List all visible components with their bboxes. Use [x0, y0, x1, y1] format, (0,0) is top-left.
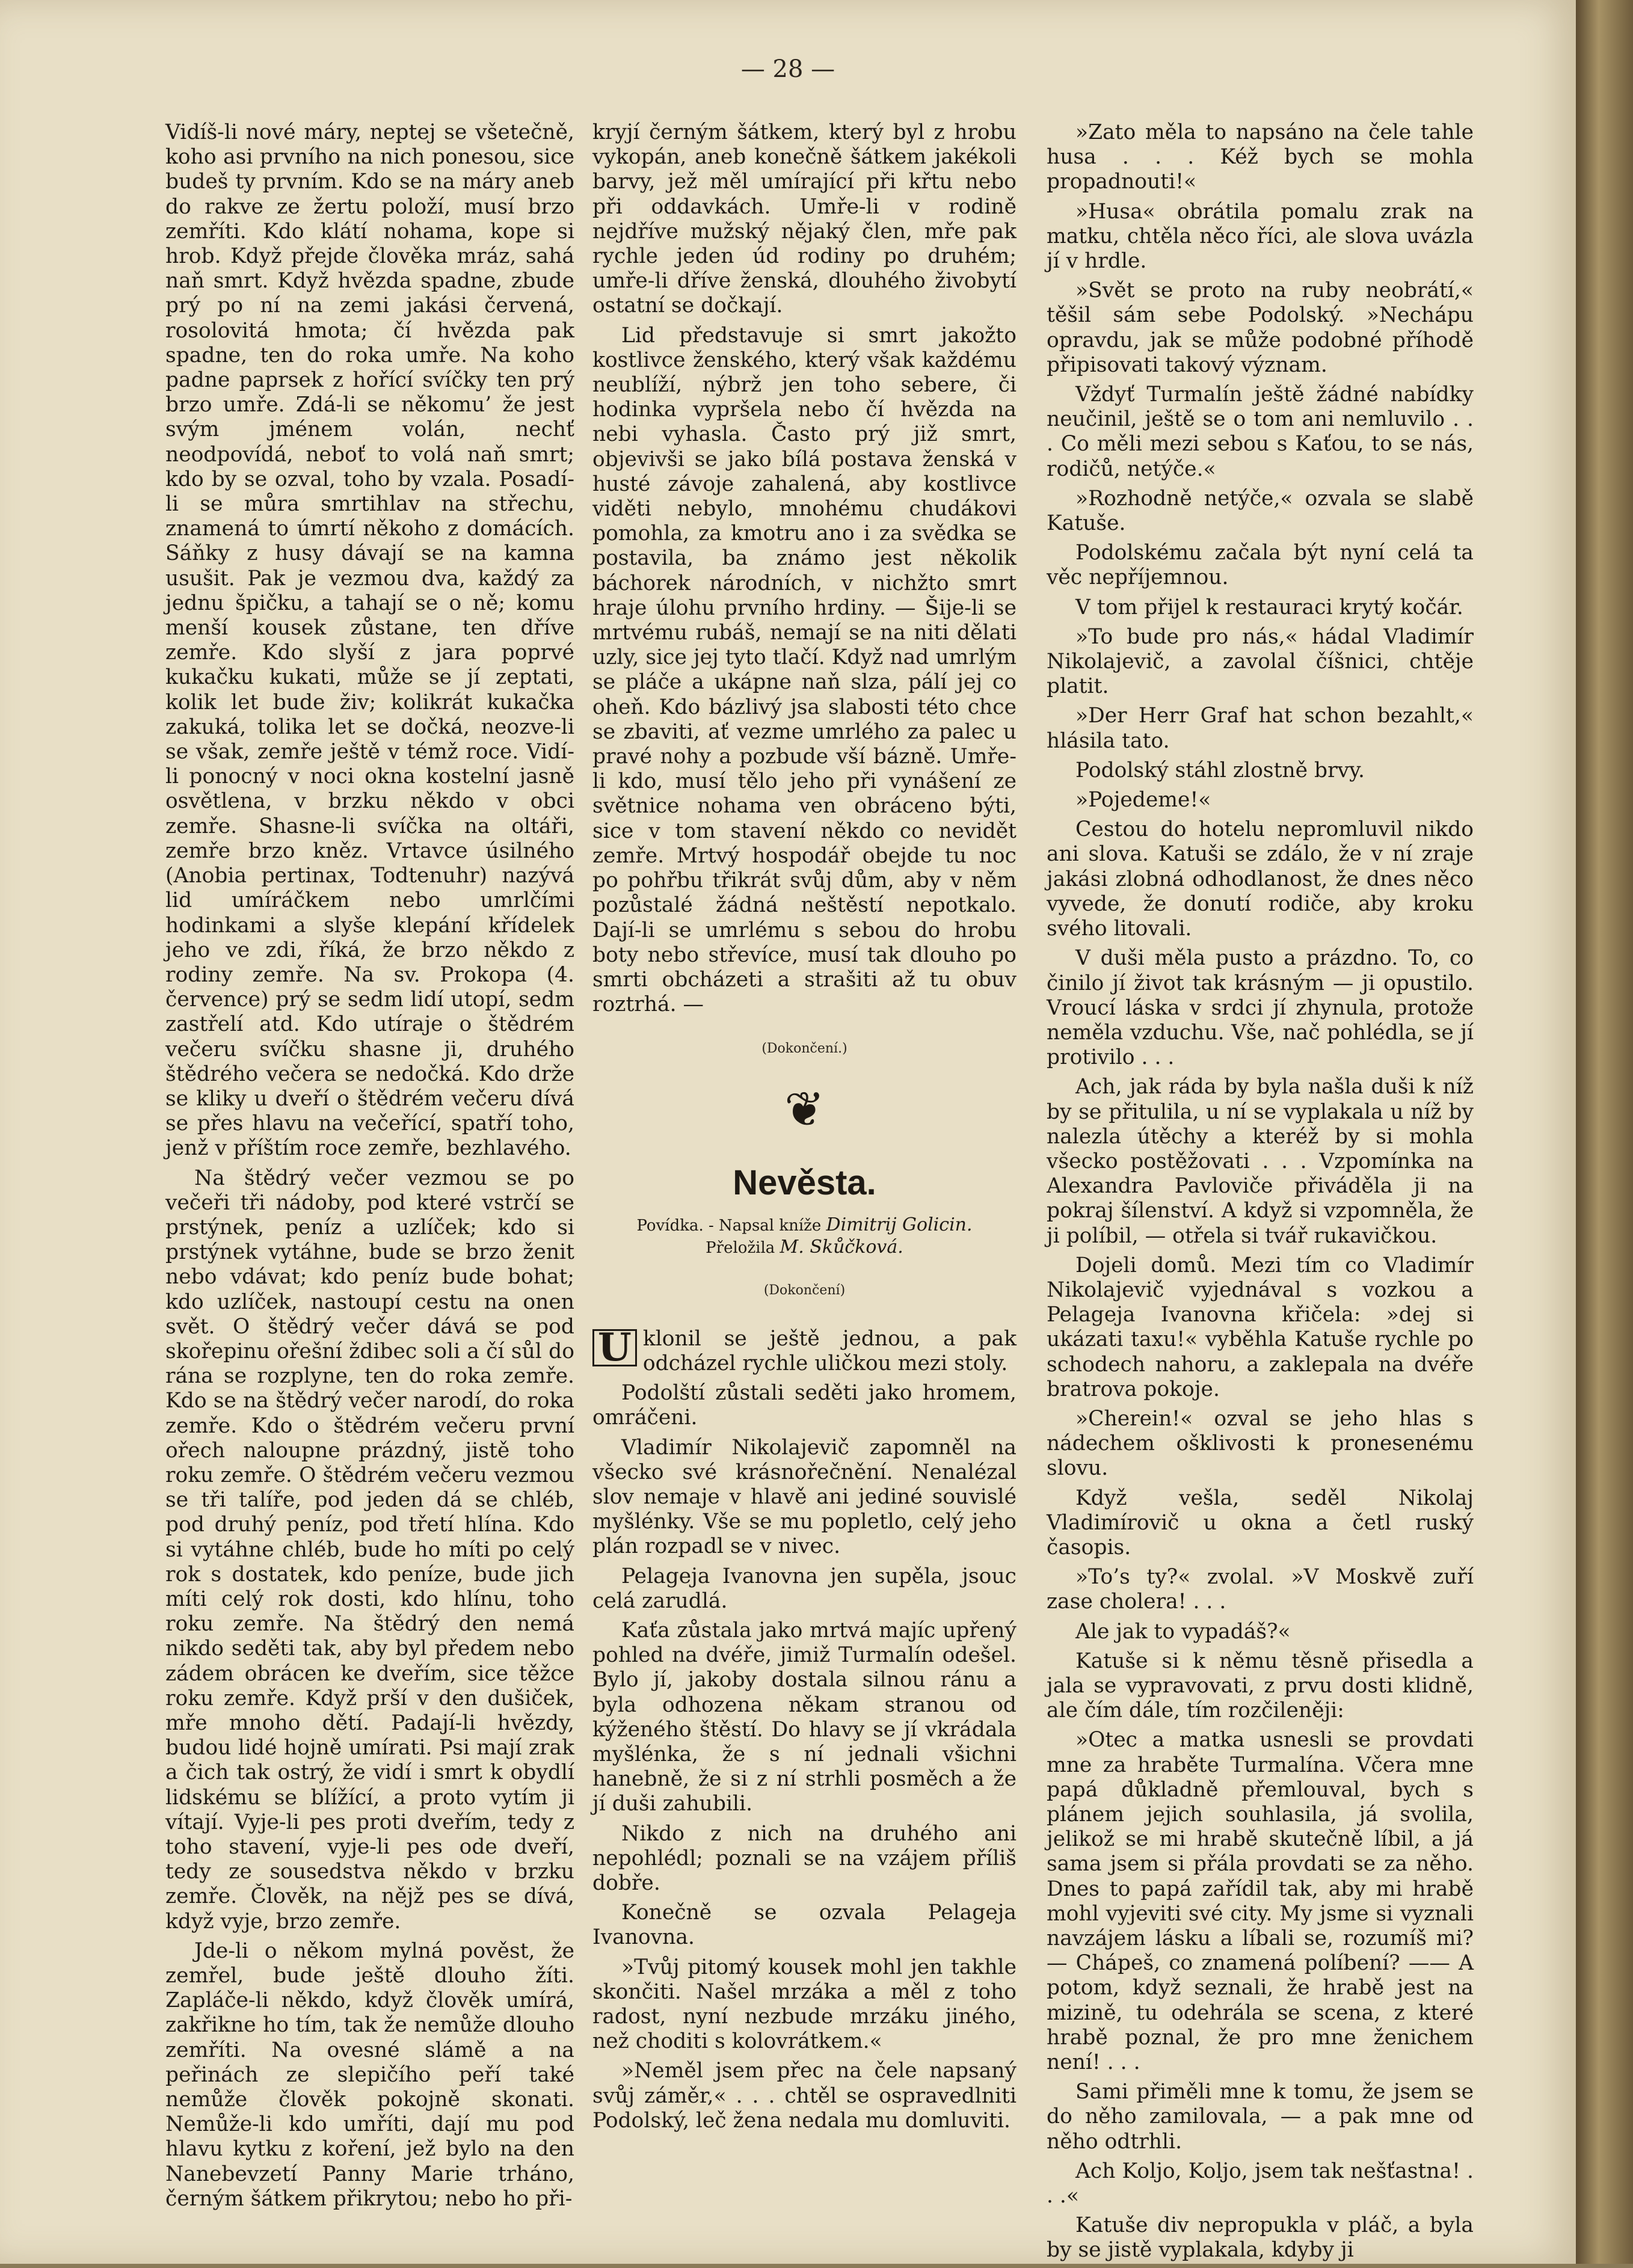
page-number: — 28 —	[740, 55, 835, 83]
paragraph: Konečně se ozvala Pelageja Ivanovna.	[592, 1901, 1016, 1950]
paragraph: »Rozhodně netýče,« ozvala se slabě Katuše.	[1047, 486, 1474, 536]
paragraph: Jde-li o někom mylná pověst, že zemřel, bude ještě dlouho žíti. Zapláče-li někdo, když člověk umírá, zakřikne ho tím, tak že nemůže dlouho zemříti. Na ovesné slámě a na peřinách ze slepičího peří také nemůže člověk pokojně skonati. Nemůže-li kdo umříti, dají mu pod hlavu kytku z koření, jež bylo na den Nanebevzetí Panny Marie trháno, černým šátkem přikrytou; nebo ho při-	[165, 1938, 574, 2211]
story-opening-paragraph	[592, 1324, 1016, 1376]
translator-prefix: Přeložila	[706, 1238, 775, 1257]
byline	[592, 1214, 1016, 1259]
paragraph: V duši měla pusto a prázdno. To, co činilo jí život tak krásným — ji opustilo. Vroucí láska v srdci jí zhynula, protože neměla vzduchu. Vše, nač pohlédla, se jí protivilo . . .	[1047, 946, 1474, 1070]
paragraph: »Neměl jsem přec na čele napsaný svůj záměr,« . . . chtěl se ospravedlniti Podolský, leč žena nedala mu domluviti.	[592, 2059, 1016, 2133]
paragraph: »To’s ty?« zvolal. »V Moskvě zuří zase cholera! . . .	[1047, 1565, 1474, 1614]
paragraph: »To bude pro nás,« hádal Vladimír Nikolajevič, a zavolal číšnici, chtěje platit.	[1047, 624, 1474, 699]
paragraph: »Tvůj pitomý kousek mohl jen takhle skončiti. Našel mrzáka a měl z toho radost, nyní nezbude mrzáku jiného, než choditi s kolovrátkem.«	[592, 1955, 1016, 2054]
continued-note: (Dokončení)	[763, 1282, 846, 1298]
paragraph: V tom přijel k restauraci krytý kočár.	[1075, 595, 1463, 619]
translator-name: M. Skůčková.	[780, 1236, 903, 1258]
paragraph: »Zato měla to napsáno na čele tahle husa . . . Kéž bych se mohla propadnouti!«	[1047, 120, 1474, 194]
paragraph: »Cherein!« ozval se jeho hlas s nádechem ošklivosti k pronesenému slovu.	[1047, 1406, 1474, 1481]
paragraph: »Husa« obrátila pomalu zrak na matku, chtěla něco říci, ale slova uvázla jí v hrdle.	[1047, 199, 1474, 274]
paragraph: Nikdo z nich na druhého ani nepohlédl; poznali se na vzájem příliš dobře.	[592, 1821, 1016, 1895]
paragraph: Cestou do hotelu nepromluvil nikdo ani slova. Katuši se zdálo, že v ní zraje jakási zlobná odhodlanost, že dnes něco vyvede, že donutí rodiče, aby kroku svého litovali.	[1047, 817, 1474, 941]
continuation-note: (Dokončení.)	[761, 1041, 847, 1057]
paragraph: Vždyť Turmalín ještě žádné nabídky neučinil, ještě se o tom ani nemluvilo . . . Co měli mezi sebou s Kaťou, to se nás, rodičů, netýče.«	[1047, 383, 1474, 481]
paragraph: »Otec a matka usnesli se provdati mne za hraběte Turmalína. Včera mne papá důkladně přemlouval, bych s plánem jejich souhlasila, já svolila, jelikož se mi hrabě skutečně líbil, a já sama jsem si přála provdati se za něho. Dnes to papá zařídil tak, aby mi hrabě mohl vyjeviti své city. My jsme si vyznali navzájem lásku a líbali se, rozumíš mi? — Chápeš, co znamená políbení? —— A potom, když seznali, že hrabě jest na mizině, tu odehrála se scena, z které hrabě poznal, že pro mne ženichem není! . . .	[1047, 1728, 1474, 2075]
paragraph: Sami přiměli mne k tomu, že jsem se do něho zamilovala, — a pak mne od něho odtrhli.	[1047, 2080, 1474, 2154]
author-name: Dimitrij Golicin.	[826, 1214, 973, 1235]
paragraph: Podolský stáhl zlostně brvy.	[1075, 758, 1365, 782]
paragraph: Katuše div nepropukla v pláč, a byla by se jistě vyplakala, kdyby ji	[1047, 2213, 1474, 2263]
paragraph: Vidíš-li nové máry, neptej se všetečně, koho asi prvního na nich ponesou, sice budeš ty prvním. Kdo se na máry aneb do rakve ze žertu položí, musí brzo zemříti. Kdo klátí nohama, kope si hrob. Když přejde člověka mráz, sahá naň smrt. Když hvězda spadne, zbude prý po ní na zemi jakási červená, rosolovitá hmota; čí hvězda pak spadne, ten do roka umře. Na koho padne paprsek z hořící svíčky ten prý brzo umře. Zdá-li se někomu’ že jest svým jménem volán, nechť neodpovídá, neboť to volá naň smrt; kdo by se ozval, toho by vzala. Posadí-li se můra smrtihlav na střechu, znamená to úmrtí někoho z domácích. Sáňky z husy dávají se na kamna usušit. Pak je vezmou dva, každý za jednu špičku, a tahají se o ně; komu menší kousek zůstane, ten dříve zemře. Kdo slyší z jara poprvé kukačku kukati, může se jí zeptati, kolik let bude živ; kolikrát kukačka zakuká, tolika let se dočká, neozve-li se však, zemře ještě v témž roce. Vidí-li ponocný v noci okna kostelní jasně osvětlena, v brzku někdo v obci zemře. Shasne-li svíčka na oltáři, zemře brzo kněz. Vrtavce úsilného (Anobia pertinax, Todtenuhr) nazývá lid umíráčkem nebo umrlčími hodinkami a slyše klepání křídelek jeho ve zdi, říká, že brzo někdo z rodiny zemře. Na sv. Prokopa (4. července) prý se sedm lidí utopí, sedm zastřelí atd. Kdo utíraje o štědrém večeru svíčku shasne ji, druhého štědrého večera se nedočká. Kdo drže se kliky u dveří o štědrém večeru dívá se přes hlavu na večeřící, spatří toho, jenž v příštím roce zemře, bezhlavého.	[165, 120, 574, 1161]
drop-cap: U	[592, 1329, 637, 1366]
paragraph: Podolskému začala být nyní celá ta věc nepříjemnou.	[1047, 541, 1474, 590]
paragraph: Kaťa zůstala jako mrtvá majíc upřený pohled na dvéře, jimiž Turmalín odešel. Bylo jí, jakoby dostala silnou ránu a byla odhozena někam stranou od kýženého štěstí. Do hlavy se jí vkrádala myšlénka, že s ní jednali všichni hanebně, že si z ní strhli posměch a že jí duši zahubili.	[592, 1618, 1016, 1816]
paragraph: Lid představuje si smrt jakožto kostlivce ženského, který však každému neublíží, nýbrž jen toho sebere, či hodinka vypršela nebo čí hvězda na nebi vyhasla. Často prý již smrt, objevivši se jako bílá postava ženská v husté závoje zahalená, aby kostlivce viděti nebylo, mnohému chudákovi pomohla, za kmotru ano i za svědka se postavila, ba známo jest několik báchorek národních, v nichžto smrt hraje úlohu prvního hrdiny. — Šije-li se mrtvému rubáš, nemají se na niti dělati uzly, sice jej tyto tlačí. Když nad umrlým se pláče a ukápne naň slza, pálí jej co oheň. Kdo bázlivý jsa slabosti této chce se zbaviti, ať vezme umrlého za palec u pravé nohy a pozbude vší bázně. Umře-li kdo, musí tělo jeho při vynášení ze světnice nohama ven obráceno býti, sice v tom stavení někdo co nevidět zemře. Mrtvý hospodář obejde tu noc po pohřbu třikrát svůj dům, aby v něm pozůstalé žádná neštěstí nepotkalo. Dají-li se umrlému s sebou do hrobu boty nebo střevíce, musí tak dlouho po smrti obcházeti a strašiti až tu obuv roztrhá. —	[592, 323, 1016, 1017]
paragraph: Když vešla, seděl Nikolaj Vladimírovič u okna a četl ruský časopis.	[1047, 1486, 1474, 1560]
book-spine	[1576, 0, 1633, 2264]
paragraph: Ach Koljo, Koljo, jsem tak nešťastna! . . .«	[1047, 2159, 1474, 2208]
column-3	[1047, 120, 1474, 2268]
story-title: Nevěsta.	[733, 1163, 876, 1202]
fleuron-ornament-icon: ❦	[784, 1081, 825, 1137]
paragraph: Vladimír Nikolajevič zapomněl na všecko své krásnořečnění. Nenalézal slov nemaje v hlavě ani jediné souvislé myšlénky. Vše se mu popletlo, celý jeho plán rozpadl se v nivec.	[592, 1435, 1016, 1559]
paragraph: Dojeli domů. Mezi tím co Vladimír Nikolajevič vyjednával s vozkou a Pelageja Ivanovna křičela: »dej si ukázati taxu!« vyběhla Katuše rychle po schodech nahoru, a zaklepala na dvéře bratrova pokoje.	[1047, 1253, 1474, 1401]
paragraph: Na štědrý večer vezmou se po večeři tři nádoby, pod které vstrčí se prstýnek, peníz a uzlíček; kdo si prstýnek vytáhne, bude se brzo ženit nebo vdávat; kdo peníz bude bohat; kdo uzlíček, nastoupí cestu na onen svět. O štědrý večer dává se pod skořepinu ořešní ždibec soli a čí sůl do rána se rozplyne, ten do roka zemře. Kdo se na štědrý večer narodí, do roka zemře. Kdo o štědrém večeru první ořech naloupne prázdný, jistě toho roku zemře. O štědrém večeru vezmou se tři talíře, pod jeden dá se chléb, pod druhý peníz, pod třetí hlína. Kdo si vytáhne chléb, bude ho míti po celý rok s dostatek, kdo peníze, bude jich míti celý rok dosti, kdo hlínu, toho roku zemře. Na štědrý den nemá nikdo seděti tak, aby byl předem nebo zádem obrácen ke dveřím, sice těžce roku zemře. Když prší v den dušiček, mře mnoho dětí. Padají-li hvězdy, budou lidé hojně umírati. Psi mají zrak a čich tak ostrý, že vidí i smrt k obydlí lidskému se blížící, a proto vytím ji vítají. Vyje-li pes proti dveřím, tedy z toho stavení, vyje-li pes ode dveří, tedy ze sousedstva někdo v brzku zemře. Člověk, na nějž pes se dívá, když vyje, brzo zemře.	[165, 1166, 574, 1934]
column-2	[592, 120, 1016, 2138]
paragraph: Pelageja Ivanovna jen supěla, jsouc celá zarudlá.	[592, 1564, 1016, 1613]
paragraph: Ale jak to vypadáš?«	[1075, 1619, 1291, 1644]
byline-prefix: Povídka. - Napsal kníže	[636, 1216, 822, 1235]
paragraph: Ach, jak ráda by byla našla duši k níž by se přitulila, u ní se vyplakala u níž by nalezla útěchy a kteréž by si mohla všecko postěžovati . . . Vzpomínka na Alexandra Pavloviče přiváděla ji na pokraj šílenství. A když si vzpomněla, že ji políbil, — otřela si tvář rukavičkou.	[1047, 1075, 1474, 1248]
paragraph: Podolští zůstali seděti jako hromem, omráčeni.	[592, 1381, 1016, 1430]
paragraph: »Der Herr Graf hat schon bezahlt,« hlásila tato.	[1047, 704, 1474, 753]
opening-text: klonil se ještě jednou, a pak odcházel rychle uličkou mezi stoly.	[642, 1326, 1016, 1375]
paragraph: »Pojedeme!«	[1075, 788, 1211, 813]
paragraph: »Svět se proto na ruby neobrátí,« těšil sám sebe Podolský. »Nechápu opravdu, jak se může podobné příhodě připisovati takový význam.	[1047, 278, 1474, 377]
column-1	[165, 120, 574, 2216]
paragraph: Katuše si k němu těsně přisedla a jala se vypravovati, z prvu dosti klidně, ale čím dále, tím rozčileněji:	[1047, 1649, 1474, 1723]
paragraph: kryjí černým šátkem, který byl z hrobu vykopán, aneb konečně šátkem jakékoli barvy, jež měl umírající při křtu nebo při oddavkách. Umře-li v rodině nejdříve mužský nějaký člen, mře pak rychle jeden úd rodiny po druhém; umře-li dříve ženská, dlouhého živobytí ostatní se dočkají.	[592, 120, 1016, 318]
